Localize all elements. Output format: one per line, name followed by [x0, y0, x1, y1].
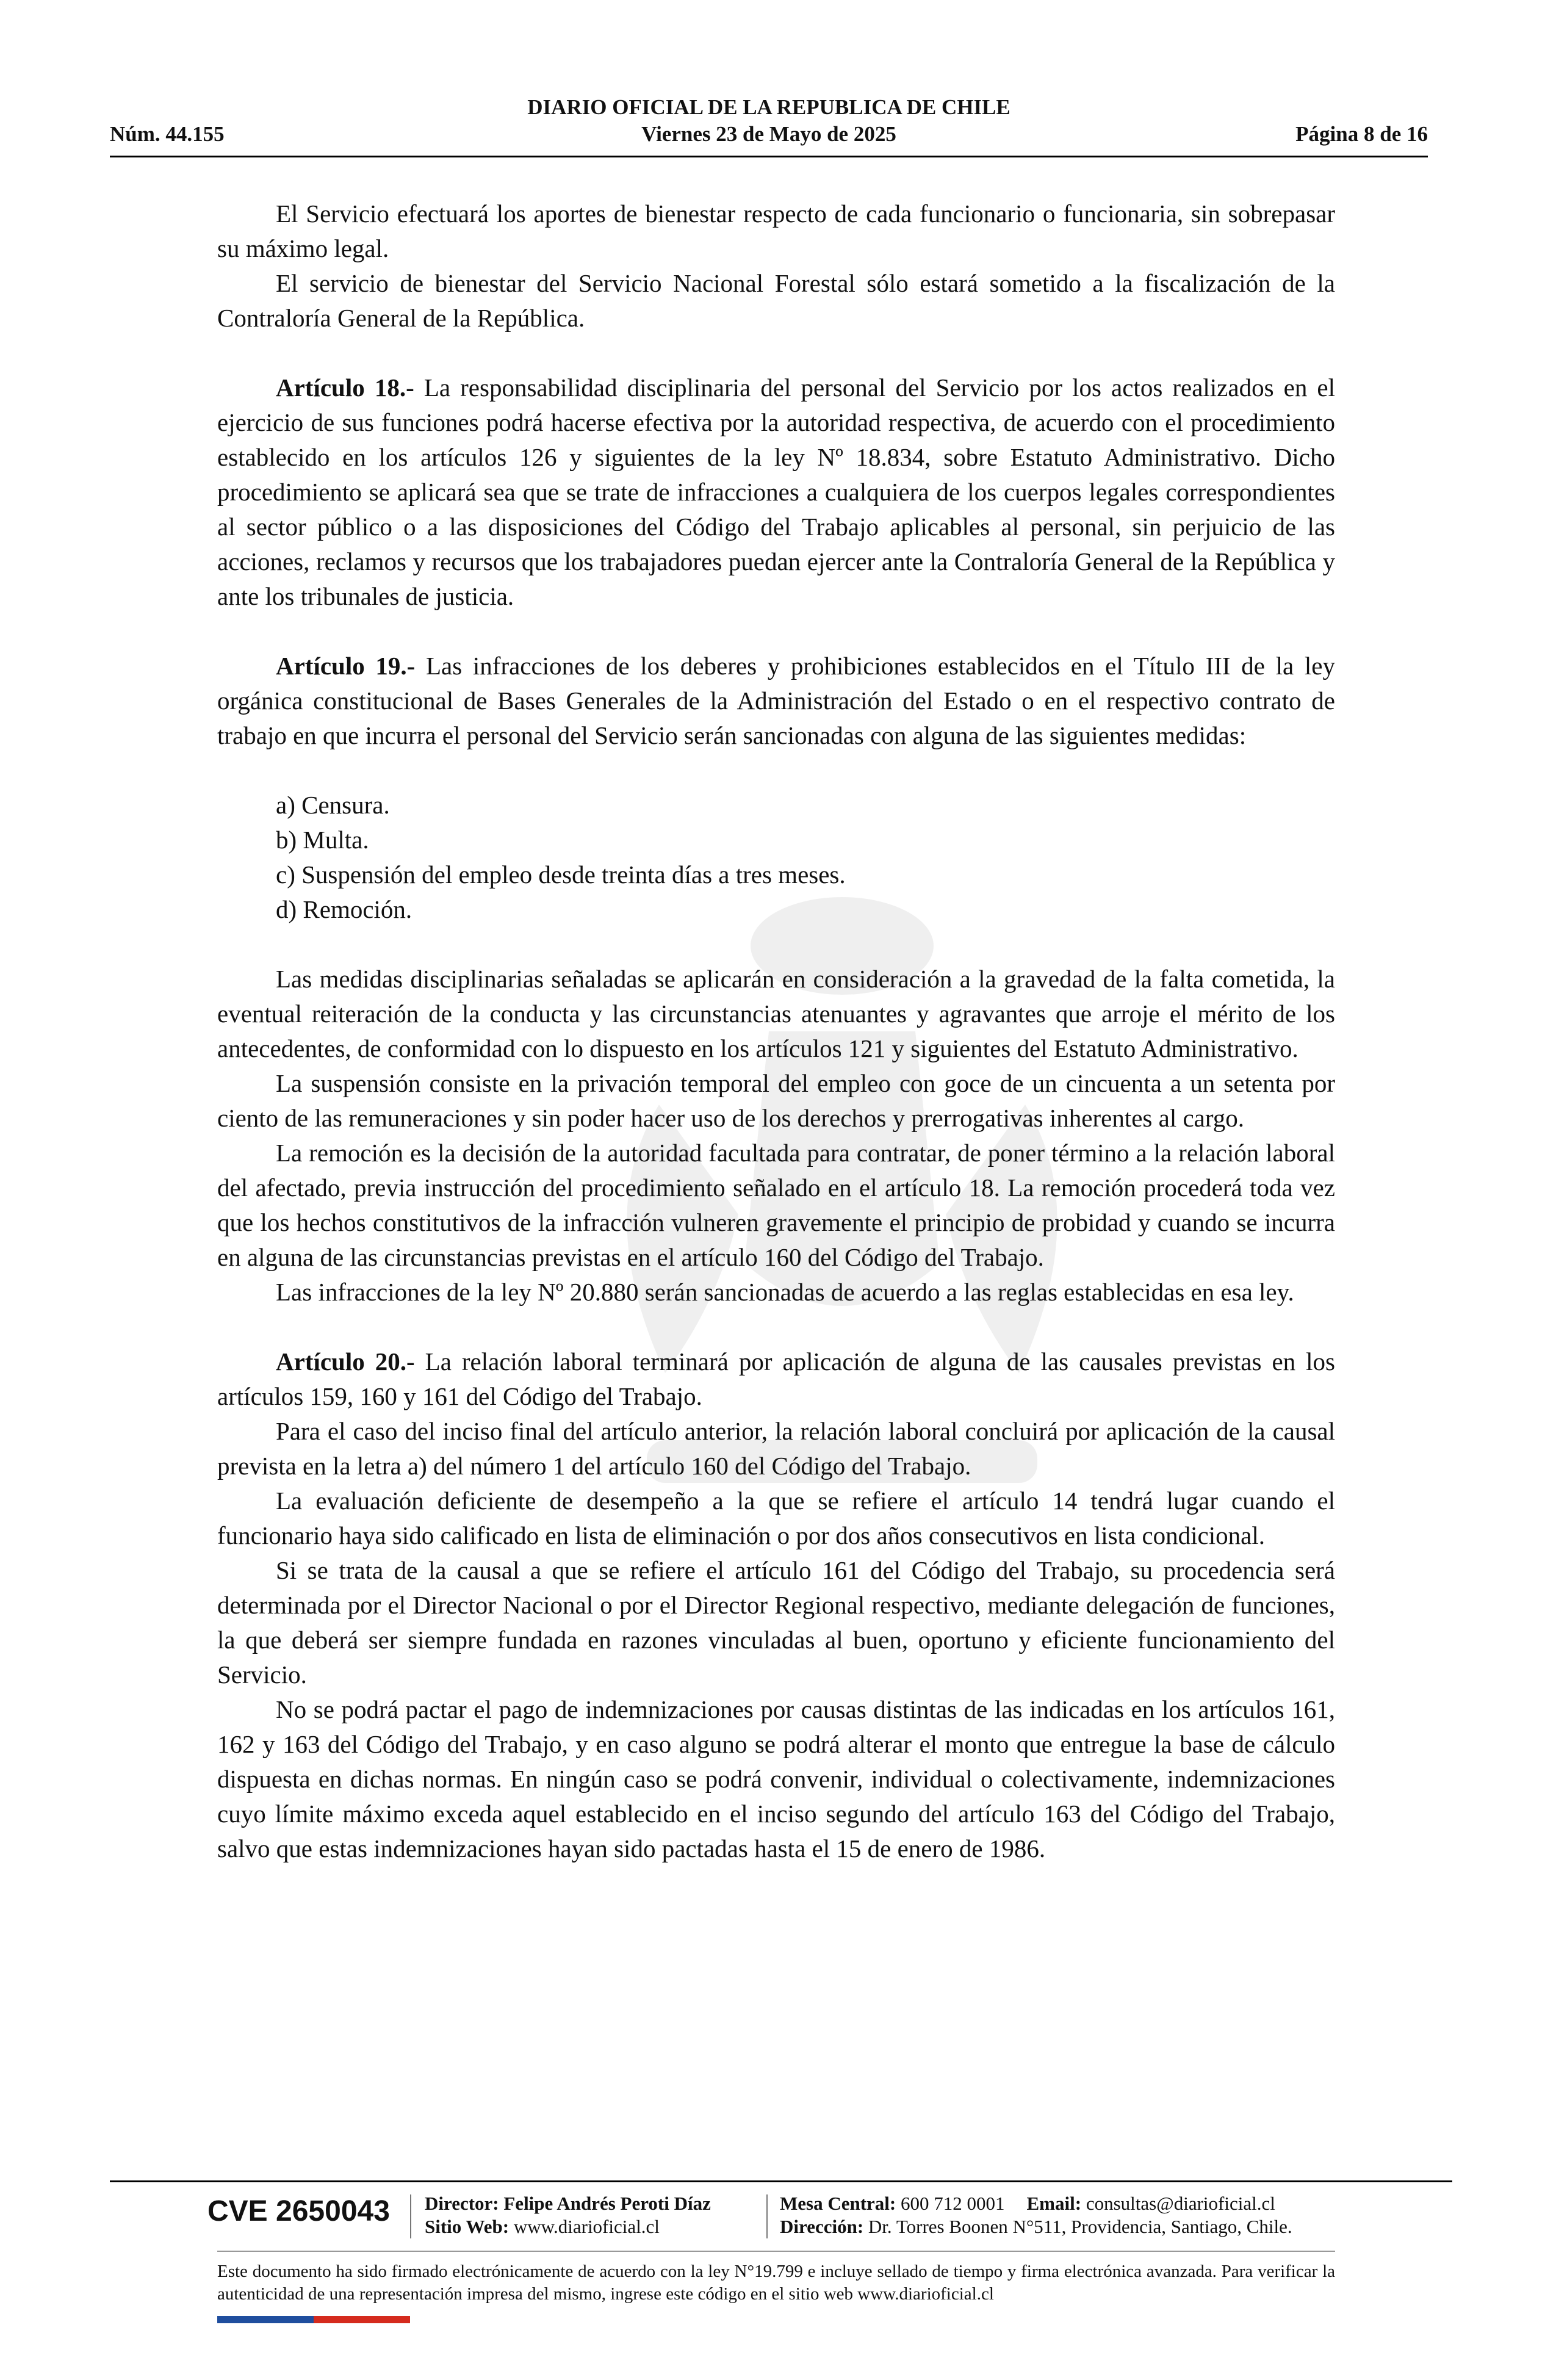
footer-director-block — [425, 2192, 711, 2238]
paragraph: Si se trata de la causal a que se refiere el artículo 161 del Código del Trabajo, su procedencia será determinada por el Director Nacional o por el Director Regional respectivo, mediante delegación de funciones, la que deberá ser siempre fundada en razones vinculadas al buen, oportuno y eficiente funcionamiento del Servicio. — [217, 1556, 1335, 1689]
footer-separator — [410, 2194, 411, 2238]
footer-separator — [766, 2194, 768, 2238]
footer-divider — [110, 2180, 1452, 2182]
address-label: Dirección: — [780, 2216, 864, 2237]
paragraph: No se podrá pactar el pago de indemnizaciones por causas distintas de las indicadas en los artículos 161, 162 y 163 del Código del Trabajo, y en caso alguno se podrá alterar el monto que entregue la base de cálculo dispuesta en dichas normas. En ningún caso se podrá convenir, individual o colectivamente, indemnizaciones cuyo límite máximo exceda aquel establecido en el inciso segundo del artículo 163 del Código del Trabajo, salvo que estas indemnizaciones hayan sido pactadas hasta el 15 de enero de 1986. — [217, 1695, 1335, 1863]
footer-contact-block — [780, 2192, 1292, 2238]
email-label: Email: — [1026, 2193, 1082, 2214]
list-item: b) Multa. — [276, 826, 369, 854]
director-name: Felipe Andrés Peroti Díaz — [503, 2193, 711, 2214]
signature-note: Este documento ha sido firmado electrónicamente de acuerdo con la ley N°19.799 e incluye sellado de tiempo y firma electrónica avanzada. Para verificar la autenticidad de una representación impresa del mismo, ingrese este código en el sitio web www.diarioficial.cl — [217, 2262, 1335, 2304]
sanctions-list — [217, 788, 1335, 927]
article-heading: Artículo 19.- — [276, 652, 416, 680]
list-item: a) Censura. — [276, 791, 390, 819]
paragraph: La evaluación deficiente de desempeño a la que se refiere el artículo 14 tendrá lugar cuando el funcionario haya sido calificado en lista de eliminación o por dos años consecutivos en lista condicional. — [217, 1487, 1335, 1549]
list-item: d) Remoción. — [276, 895, 412, 923]
site-label: Sitio Web: — [425, 2216, 510, 2237]
article-19 — [217, 649, 1335, 753]
footer-divider — [217, 2251, 1335, 2252]
paragraph: La suspensión consiste en la privación temporal del empleo con goce de un cincuenta a un setenta por ciento de las remuneraciones y sin poder hacer uso de los derechos y prerrogativas inherentes al cargo. — [217, 1069, 1335, 1132]
mesa-label: Mesa Central: — [780, 2193, 896, 2214]
article-heading: Artículo 18.- — [276, 373, 414, 402]
article-text: La responsabilidad disciplinaria del personal del Servicio por los actos realizados en el ejercicio de sus funciones podrá hacerse efectiva por la autoridad respectiva, de acuerdo con el procedimiento establecido en los artículos 126 y siguientes de la ley Nº 18.834, sobre Estatuto Administrativo. Dicho procedimiento se aplicará sea que se trate de infracciones a cualquiera de los cuerpos legales correspondientes al sector público o a las disposiciones del Código del Trabajo aplicables al personal, sin perjuicio de las acciones, reclamos y recursos que los trabajadores puedan ejercer ante la Contraloría General de la República y ante los tribunales de justicia. — [217, 373, 1335, 610]
paragraph: La remoción es la decisión de la autoridad facultada para contratar, de poner término a la relación laboral del afectado, previa instrucción del procedimiento señalado en el artículo 18. La remoción procederá toda vez que los hechos constitutivos de la infracción vulneren gravemente el principio de probidad y cuando se incurra en alguna de las circunstancias previstas en el artículo 160 del Código del Trabajo. — [217, 1139, 1335, 1271]
page-header — [110, 92, 1428, 157]
address-text: Dr. Torres Boonen N°511, Providencia, Santiago, Chile. — [868, 2216, 1292, 2237]
paragraph: Las medidas disciplinarias señaladas se aplicarán en consideración a la gravedad de la falta cometida, la eventual reiteración de la conducta y las circunstancias atenuantes y agravantes que arroje el mérito de los antecedentes, de conformidad con lo dispuesto en los artículos 121 y siguientes del Estatuto Administrativo. — [217, 965, 1335, 1062]
flag-blue-segment — [217, 2316, 314, 2323]
publication-title: DIARIO OFICIAL DE LA REPUBLICA DE CHILE — [527, 95, 1010, 119]
issue-date: Viernes 23 de Mayo de 2025 — [641, 122, 896, 146]
page-indicator: Página 8 de 16 — [1295, 122, 1428, 146]
flag-red-segment — [314, 2316, 410, 2323]
site-link[interactable]: www.diarioficial.cl — [513, 2216, 660, 2237]
article-heading: Artículo 20.- — [276, 1347, 415, 1376]
mesa-phone: 600 712 0001 — [901, 2193, 1005, 2214]
article-20 — [217, 1344, 1335, 1414]
article-text: Las infracciones de los deberes y prohibiciones establecidos en el Título III de la ley orgánica constitucional de Bases Generales de la Administración del Estado o en el respectivo contrato de trabajo en que incurra el personal del Servicio serán sancionadas con alguna de las siguientes medidas: — [217, 652, 1335, 749]
flag-stripe — [217, 2316, 410, 2323]
article-18 — [217, 370, 1335, 614]
email-link[interactable]: consultas@diarioficial.cl — [1086, 2193, 1275, 2214]
paragraph: Las infracciones de la ley Nº 20.880 serán sancionadas de acuerdo a las reglas establecidas en esa ley. — [276, 1278, 1294, 1306]
paragraph: El Servicio efectuará los aportes de bienestar respecto de cada funcionario o funcionaria, sin sobrepasar su máximo legal. — [217, 200, 1335, 262]
cve-code: CVE 2650043 — [207, 2195, 390, 2227]
paragraph: El servicio de bienestar del Servicio Nacional Forestal sólo estará sometido a la fiscalización de la Contraloría General de la República. — [217, 269, 1335, 332]
paragraph: Para el caso del inciso final del artículo anterior, la relación laboral concluirá por aplicación de la causal prevista en la letra a) del número 1 del artículo 160 del Código del Trabajo. — [217, 1417, 1335, 1480]
issue-number: Núm. 44.155 — [110, 122, 225, 146]
document-body — [217, 197, 1335, 1866]
list-item: c) Suspensión del empleo desde treinta días a tres meses. — [276, 860, 846, 889]
article-text: La relación laboral terminará por aplicación de alguna de las causales previstas en los artículos 159, 160 y 161 del Código del Trabajo. — [217, 1347, 1336, 1410]
director-label: Director: — [425, 2193, 499, 2214]
